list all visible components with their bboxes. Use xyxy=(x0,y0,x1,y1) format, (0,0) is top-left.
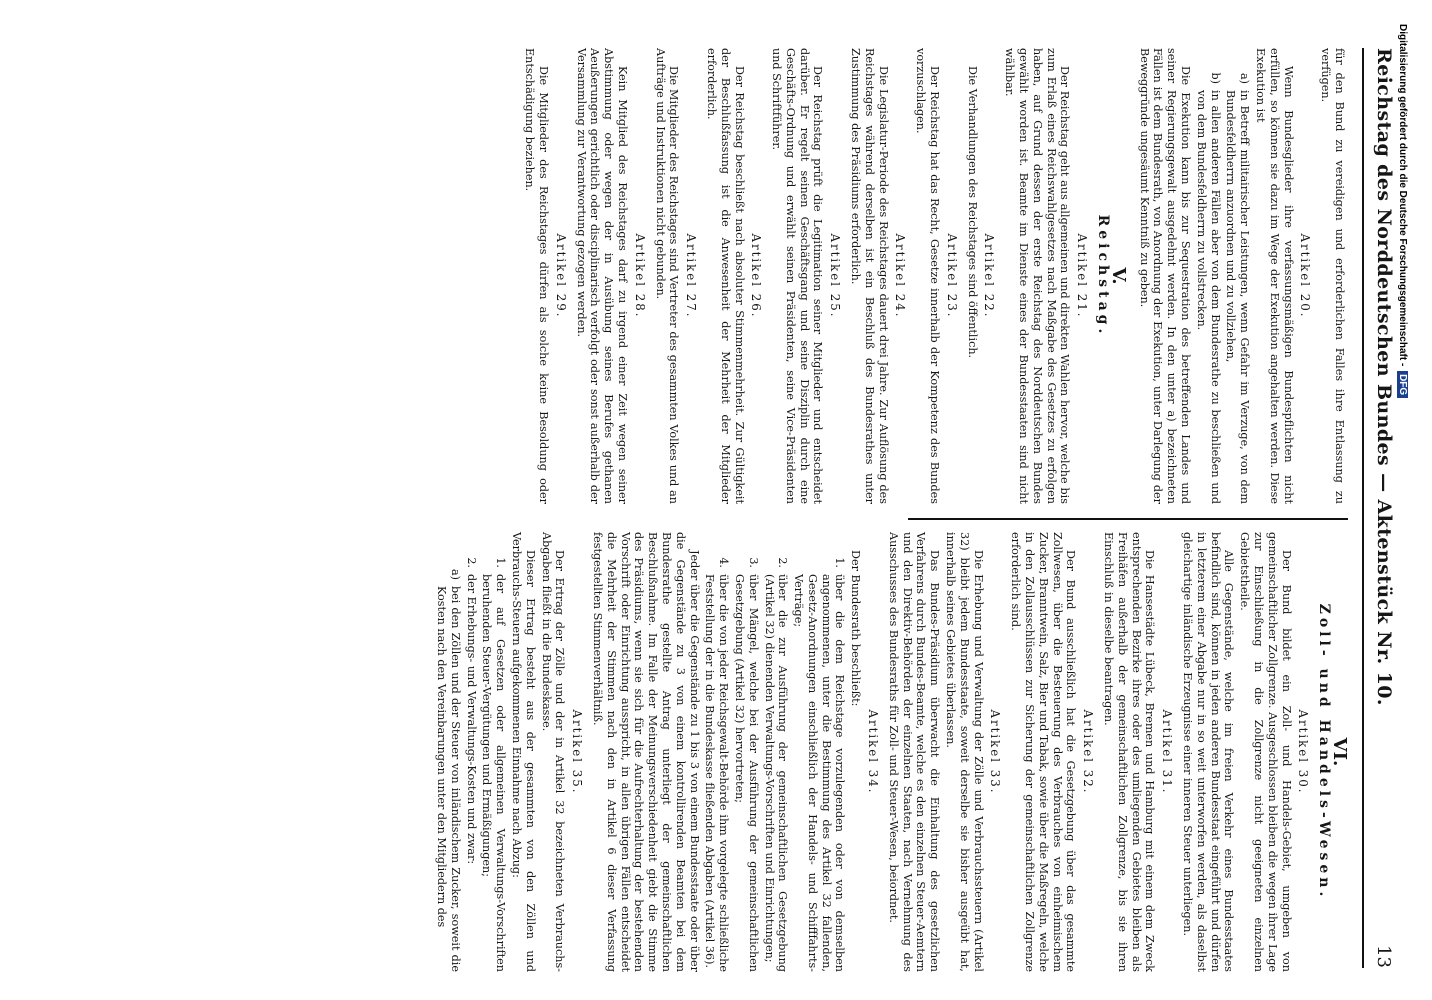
item-label: 2. xyxy=(464,557,478,568)
article-24-text: Die Legislatur-Periode des Reichstages dauert drei Jahre. Zur Auflösung des Reichstages während derselben ist ein Beschluß des Bundesrathes unter Zustimmung des Präsidiums erforderlich. xyxy=(849,48,890,504)
article-35-paragraph: Der Ertrag der Zölle und der in Artikel 32 bezeichneten Verbrauchs-Abgaben fließt in die Bundeskasse. xyxy=(539,532,567,972)
article-23-text: Der Reichstag hat das Recht, Gesetze innerhalb der Kompetenz des Bundes vorzuschlagen. xyxy=(914,48,942,504)
item-text: in allen anderen Fällen aber von dem Bundesrathe zu beschließen und von dem Bundesfeldherrn zu vollstrecken. xyxy=(1194,90,1222,504)
article-23-heading: Artikel 23. xyxy=(944,233,959,319)
article-34-paragraph: Jeder über die Gegenstände zu 1 bis 3 von einem Bundesstaate oder über die Gegenstände zu 3 von einem kontrollirenden Beamten bei dem Bundesrathe gestellte Antrag unterliegt der gemeinschaftlichen Beschlußnahme. Im Falle der Meinungsverschiedenheit giebt die Stimme des Präsidiums, wenn sie sich für die Aufrechterhaltung der bestehenden Vorschrift oder Einrichtung ausspricht, in allen übrigen Fällen entscheidet die Mehrheit der Stimmen nach den in Artikel 6 dieser Verfassung festgestellten Stimmenverhältniß. xyxy=(590,532,701,972)
article-34-item-4 xyxy=(703,532,731,972)
section-v-number: V. xyxy=(1107,267,1129,285)
item-label: b) xyxy=(1208,72,1222,84)
article-34-item-3 xyxy=(732,532,760,972)
article-26-text: Der Reichstag beschließt nach absoluter Stimmenmehrheit. Zur Gültigkeit der Beschlußfassung ist die Anwesenheit der Mehrheit der Mitglieder erforderlich. xyxy=(704,48,746,504)
section-vi-number: VI. xyxy=(1329,737,1350,767)
article-25-heading: Artikel 25. xyxy=(828,233,843,319)
item-label: 1. xyxy=(833,557,847,568)
left-column xyxy=(520,48,1346,504)
section-vi-title: Zoll- und Handels-Wesen. xyxy=(1316,603,1333,901)
article-29-heading: Artikel 29. xyxy=(553,233,568,319)
article-34-intro: Der Bundesrath beschließt: xyxy=(849,550,863,707)
running-title: Reichstag des Norddeutschen Bundes — Aktenstück Nr. 10. xyxy=(1372,48,1395,706)
item-text: in Betreff militairischer Leistungen, wenn Gefahr im Verzuge, von dem Bundesfeldherrn anzuordnen und zu vollziehen, xyxy=(1224,90,1252,504)
item-label: 2. xyxy=(776,557,790,568)
article-27-heading: Artikel 27. xyxy=(684,233,699,319)
article-35-heading: Artikel 35. xyxy=(570,709,585,795)
item-label: a) xyxy=(1238,72,1252,84)
article-28-heading: Artikel 28. xyxy=(632,233,647,319)
article-31-text: Die Hansestädte Lübeck, Bremen und Hamburg mit einem dem Zweck entsprechenden Bezirke ihres oder des umliegenden Gebietes bleiben als Freihäfen außerhalb der gemeinschaftlichen Zollgrenze, bis sie ihren Einschluß in dieselbe beantragen. xyxy=(1102,532,1157,972)
article-29-text: Die Mitglieder des Reichstages dürfen als solche keine Besoldung oder Entschädigung beziehen. xyxy=(523,48,550,504)
item-label: 3. xyxy=(746,557,760,568)
document-page xyxy=(40,44,1416,990)
article-35-item-2 xyxy=(464,532,478,972)
item-label: a) xyxy=(448,568,462,580)
article-26-heading: Artikel 26. xyxy=(749,233,764,319)
page-number: 13 xyxy=(1372,945,1394,968)
article-22-heading: Artikel 22. xyxy=(982,233,997,319)
article-32-heading: Artikel 32. xyxy=(1081,709,1096,795)
article-33-heading: Artikel 33. xyxy=(988,709,1003,795)
article-25-text: Der Reichstag prüft die Legitimation seiner Mitglieder und entscheidet darüber. Er regelt seinen Geschäftsgang und seine Disziplin durch eine Geschäfts-Ordnung und erwählt seinen Präsidenten, seine Vice-Präsidenten und Schriftführer. xyxy=(770,48,825,504)
article-34-item-1 xyxy=(791,532,846,972)
article-34-item-2 xyxy=(762,532,790,972)
article-35-paragraph: Dieser Ertrag besteht aus der gesammten von den Zöllen und Verbrauchs-Steuern aufgekommenen Einnahme nach Abzug: xyxy=(509,532,537,972)
item-text: über Mängel, welche bei der Ausführung der gemeinschaftlichen Gesetzgebung (Artikel 32) hervortreten; xyxy=(732,574,760,972)
article-32-text: Der Bund ausschließlich hat die Gesetzgebung über das gesammte Zollwesen, über die Besteuerung des Verbrauches von einheimischem Zucker, Branntwein, Salz, Bier und Tabak, sowie über die Maßregeln, welche in den Zollausschlüssen zur Sicherung der gemeinschaftlichen Zollgrenze erforderlich sind. xyxy=(1009,532,1078,972)
item-text: der Erhebungs- und Verwaltungs-Kosten und zwar: xyxy=(464,574,478,865)
item-text: über die von jeder Reichsgewalt-Behörde ihm vorgelegte schließliche Feststellung der in die Bundeskasse fließenden Abgaben (Artikel 36). xyxy=(703,574,731,972)
digitization-credit xyxy=(1394,24,1408,924)
article-21-text: Der Reichstag geht aus allgemeinen und direkten Wahlen hervor, welche bis zum Erlaß eines Reichswahlgesetzes nach Maßgabe des Gesetzes zu erfolgen haben, auf Grund dessen der erste Reichstag des Norddeutschen Bundes gewählt worden ist. Beamte im Dienste eines der Bundesstaaten sind nicht wählbar. xyxy=(1003,48,1072,504)
credit-text: Digitalisierung gefördert durch die Deutsche Forschungsgemeinschaft - xyxy=(1397,24,1408,367)
article-33-paragraph: Die Erhebung und Verwaltung der Zölle und Verbrauchssteuern (Artikel 32) bleibt jedem Bundesstaate, soweit derselbe sie bisher ausgeübt hat, innerhalb seines Gebietes überlassen. xyxy=(944,532,985,972)
article-20-heading: Artikel 20. xyxy=(1298,233,1313,319)
article-24-heading: Artikel 24. xyxy=(893,233,908,319)
article-31-heading: Artikel 31. xyxy=(1160,709,1175,795)
article-20-item-b xyxy=(1194,48,1222,504)
dfg-logo: DFG xyxy=(1397,371,1408,398)
article-33-paragraph: Das Bundes-Präsidium überwacht die Einhaltung des gesetzlichen Verfahrens durch Bundes-Beamte, welche es den einzelnen Steuer-Aemtern und den Direktiv-Behörden der einzelnen Staaten, nach Vernehmung des Ausschusses des Bundesraths für Zoll- und Steuer-Wesen, beiordnet. xyxy=(886,532,942,972)
article-21-heading: Artikel 21. xyxy=(1075,233,1090,319)
item-label: 4. xyxy=(717,557,731,568)
item-text: der auf Gesetzen oder allgemeinen Verwaltungs-Vorschriften beruhenden Steuer-Vergütungen und Ermäßigungen; xyxy=(480,574,508,972)
column-divider xyxy=(908,518,1348,520)
article-30-paragraph: Der Bund bildet ein Zoll- und Handels-Gebiet, umgeben von gemeinschaftlicher Zollgrenze. Ausgeschlossen bleiben die wegen ihrer Lage zur Einschließung in die Zollgrenze nicht geeigneten einzelnen Gebietstheile. xyxy=(1238,532,1293,972)
header-rule xyxy=(1362,48,1364,968)
article-30-heading: Artikel 30. xyxy=(1296,709,1311,795)
article-27-text: Die Mitglieder des Reichstages sind Vertreter des gesammten Volkes und an Aufträge und Instruktionen nicht gebunden. xyxy=(653,48,681,504)
article-28-text: Kein Mitglied des Reichstages darf zu irgend einer Zeit wegen seiner Abstimmung oder wegen der in Ausübung seines Berufes gethanen Aeußerungen gerichtlich oder disciplinarisch verfolgt oder sonst außerhalb der Versammlung zur Verantwortung gezogen werden. xyxy=(574,48,629,504)
item-text: bei den Zöllen und der Steuer von inländischem Zucker, soweit die Kosten nach den Vereinbarungen unter den Mitgliedern des xyxy=(434,586,462,972)
article-30-paragraph: Alle Gegenstände, welche im freien Verkehr eines Bundesstaates befindlich sind, können in jeden anderen Bundesstaat eingeführt und dürfen in letzterem einer Abgabe nur in so weit unterworfen werden, als daselbst gleichartige inländische Erzeugnisse einer inneren Steuer unterliegen. xyxy=(1181,532,1236,972)
article-20-item-a xyxy=(1224,48,1252,504)
section-v-title: Reichstag. xyxy=(1095,214,1112,338)
item-label: 1. xyxy=(494,557,508,568)
article-22-text: Die Verhandlungen des Reichstages sind öffentlich. xyxy=(965,66,979,359)
article-20-paragraph: Wenn Bundesglieder ihre verfassungsmäßigen Bundespflichten nicht erfüllen, so können sie dazu im Wege der Exekution angehalten werden. Diese Exekution ist xyxy=(1254,48,1295,504)
article-35-item-1 xyxy=(480,532,508,972)
item-text: über die zur Ausführung der gemeinschaftlichen Gesetzgebung (Artikel 32) dienenden Verwaltungs-Vorschriften und Einrichtungen; xyxy=(762,574,790,972)
item-text: über die dem Reichstage vorzulegenden oder von demselben angenommenen, unter die Bestimmung des Artikel 32 fallenden, Gesetz-Anordnungen einschließlich der Handels- und Schifffahrts-Verträge; xyxy=(792,574,847,972)
article-34-heading: Artikel 34. xyxy=(866,709,881,795)
article-20-paragraph: Die Exekution kann bis zur Sequestration des betreffenden Landes und seiner Regierungsgewalt ausgedehnt werden. In den unter a) bezeichneten Fällen ist dem Bundesrath, von Anordnung der Exekution, unter Darlegung der Beweggründe ungesäumt Kenntniß zu geben. xyxy=(1137,48,1193,504)
right-column xyxy=(432,532,1350,972)
article-35-subitem-a xyxy=(434,550,462,972)
continuation-text: für den Bund zu vereidigen und erforderlichen Falles ihre Entlassung zu verfügen. xyxy=(1319,48,1346,504)
